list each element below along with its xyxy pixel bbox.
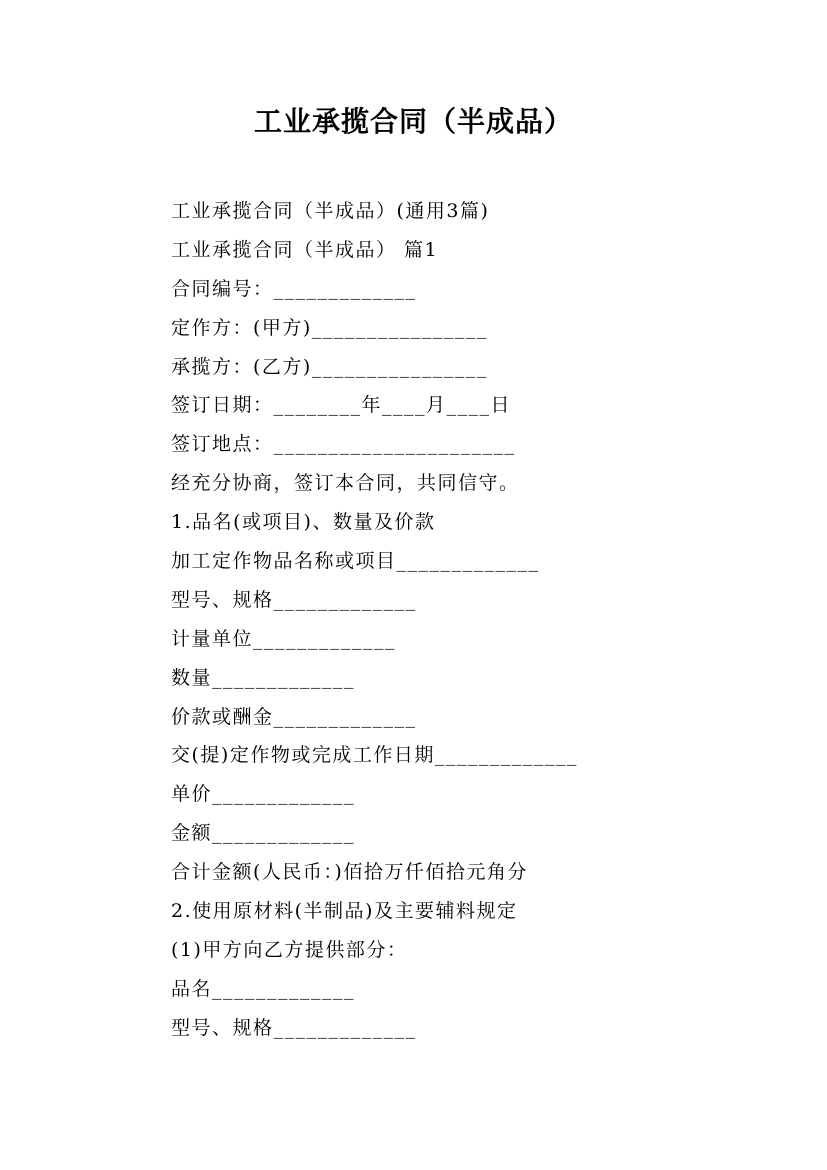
doc-line-clause-2: 2.使用原材料(半制品)及主要辅料规定 (171, 900, 518, 923)
doc-line-subclause-1: (1)甲方向乙方提供部分： (171, 938, 408, 961)
doc-line-contract-number: 合同编号：_____________ (171, 277, 417, 300)
doc-line-party-a: 定作方：(甲方)________________ (171, 316, 488, 339)
doc-line-section-title: 工业承揽合同（半成品） 篇1 (171, 238, 439, 261)
doc-line-unit: 计量单位_____________ (171, 627, 397, 650)
doc-line-quantity: 数量_____________ (171, 666, 356, 689)
doc-line-amount: 金额_____________ (171, 822, 356, 845)
doc-line-sign-date: 签订日期：________年____月____日 (171, 394, 512, 417)
document-body (171, 192, 771, 1048)
doc-line-material-name: 品名_____________ (171, 977, 356, 1000)
doc-line-delivery-date: 交(提)定作物或完成工作日期_____________ (171, 744, 578, 767)
doc-line-heading: 工业承揽合同（半成品）(通用3篇) (171, 200, 490, 222)
doc-line-material-spec: 型号、规格_____________ (171, 1016, 417, 1039)
document-title: 工业承揽合同（半成品） (253, 105, 573, 138)
doc-line-total-amount: 合计金额(人民币：)佰拾万仟佰拾元角分 (171, 861, 528, 884)
doc-line-price: 价款或酬金_____________ (171, 705, 417, 728)
doc-line-party-b: 承揽方：(乙方)________________ (171, 355, 488, 378)
doc-line-clause-1: 1.品名(或项目)、数量及价款 (171, 511, 436, 534)
doc-line-agreement: 经充分协商，签订本合同，共同信守。 (171, 472, 520, 495)
doc-line-model-spec: 型号、规格_____________ (171, 588, 417, 611)
doc-line-unit-price: 单价_____________ (171, 783, 356, 806)
doc-line-sign-place: 签订地点：______________________ (171, 433, 516, 456)
doc-line-item-name: 加工定作物品名称或项目_____________ (171, 550, 540, 573)
